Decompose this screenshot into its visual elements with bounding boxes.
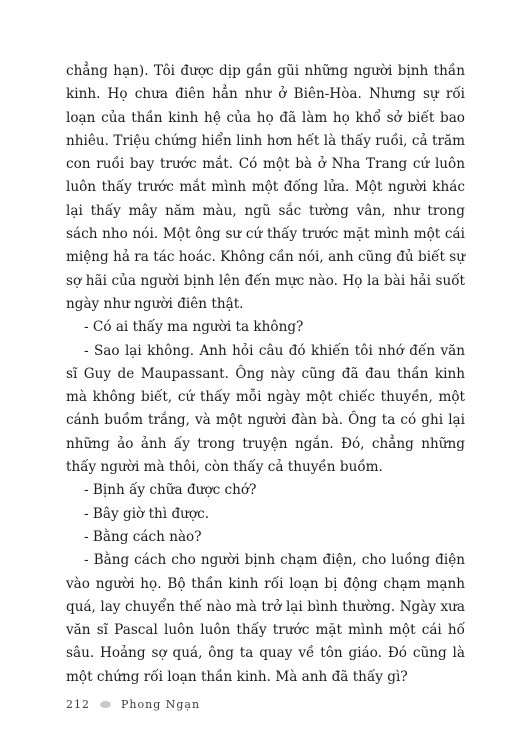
page-body	[66, 60, 465, 689]
leaf-ornament-icon	[100, 701, 111, 708]
paragraph-2: - Có ai thấy ma người ta không?	[84, 319, 304, 336]
paragraph-7: - Bằng cách cho người bịnh chạm điện, cho luồng điện vào người họ. Bộ thần kinh rối loạn bị động chạm mạnh quá, lay chuyển thế nào mà trở lại bình thường. Ngày xưa văn sĩ Pascal luôn luôn thấy trước mặt mình một cái hố sâu. Hoảng sợ quá, ông ta quay về tôn giáo. Đó cũng là một chứng rối loạn thần kinh. Mà anh đã thấy gì?	[66, 552, 465, 685]
page-footer	[66, 698, 200, 711]
paragraph-3: - Sao lại không. Anh hỏi câu đó khiến tôi nhớ đến văn sĩ Guy de Maupassant. Ông này cũng đã đau thần kinh mà không biết, cứ thấy mỗi ngày một chiếc thuyền, một cánh buồm trắng, và một người đàn bà. Ông ta có ghi lại những ảo ảnh ấy trong truyện ngắn. Đó, chẳng những thấy người mà thôi, còn thấy cả thuyền buồm.	[66, 342, 465, 476]
page-number: 212	[66, 698, 90, 711]
paragraph-4: - Bịnh ấy chữa được chớ?	[84, 482, 257, 499]
paragraph-6: - Bằng cách nào?	[84, 528, 202, 545]
paragraph-5: - Bây giờ thì được.	[84, 505, 210, 522]
author-name: Phong Ngạn	[121, 698, 201, 711]
paragraph-1: chẳng hạn). Tôi được dịp gần gũi những người bịnh thần kinh. Họ chưa điên hẳn như ở Biên-Hòa. Nhưng sự rối loạn của thần kinh hệ của họ đã làm họ khổ sở biết bao nhiêu. Triệu chứng hiển linh hơn hết là thấy ruồi, cả trăm con ruồi bay trước mắt. Có một bà ở Nha Trang cứ luôn luôn thấy trước mắt mình một đống lửa. Một người khác lại thấy mây năm màu, ngũ sắc tường vân, như trong sách nho nói. Một ông sư cứ thấy trước mặt mình một cái miệng hả ra tác hoác. Không cần nói, anh cũng đủ biết sự sợ hãi của người bịnh lên đến mực nào. Họ la bài hải suốt ngày như người điên thật.	[66, 63, 465, 312]
